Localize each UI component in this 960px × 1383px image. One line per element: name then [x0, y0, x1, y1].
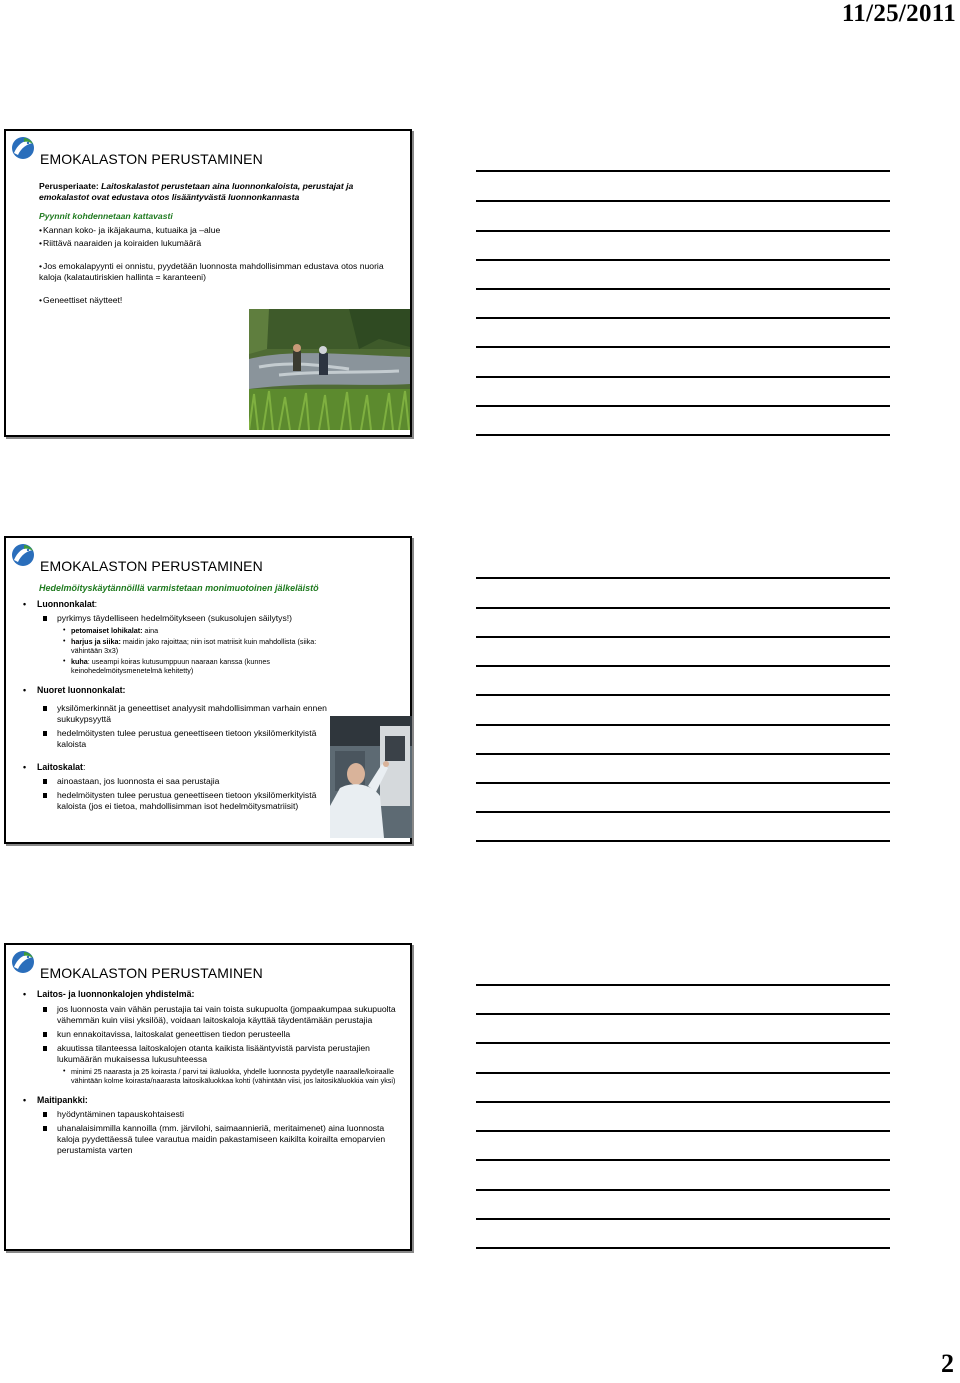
section-heading: • Laitos- ja luonnonkalojen yhdistelmä: — [23, 989, 195, 999]
list-item: kun ennakoitavissa, laitoskalat geneettisen tiedon perusteella — [43, 1029, 400, 1040]
note-line — [476, 434, 890, 436]
slide-body — [39, 181, 402, 306]
list-item: hyödyntäminen tapauskohtaisesti — [43, 1109, 400, 1120]
note-line — [476, 1159, 890, 1161]
principle-label: Perusperiaate: — [39, 181, 99, 191]
section-heading: • Maitipankki: — [23, 1095, 88, 1105]
note-line — [476, 1218, 890, 1220]
list-item: • harjus ja siika: maidin jako rajoittaa; niin isot matriisit kuin mahdollista (siika: vähintään 3x3) — [63, 637, 317, 655]
section-heading: • Luonnonkalat: — [23, 599, 98, 609]
slide-body — [23, 583, 330, 812]
slide-title: EMOKALASTON PERUSTAMINEN — [40, 965, 263, 981]
list-item: • kuha: useampi koiras kutusumppuun naaraan kanssa (kunnes keinohedelmöitysmenetelmä kehitetty) — [63, 657, 270, 675]
list-item: pyrkimys täydelliseen hedelmöitykseen (sukusolujen säilytys!) — [43, 613, 330, 624]
note-line — [476, 1042, 890, 1044]
note-line — [476, 665, 890, 667]
list-item: jos luonnosta vain vähän perustajia tai vain toista sukupuolta (jompaakumpaa sukupuolta vähemmän kuin viisi yksilöä), voidaan laitoskaloja käyttää täydentämään perustajia — [43, 1004, 400, 1026]
note-line — [476, 259, 890, 261]
note-line — [476, 170, 890, 172]
note-line — [476, 376, 890, 378]
note-line — [476, 1189, 890, 1191]
slide-title: EMOKALASTON PERUSTAMINEN — [40, 151, 263, 167]
slide-3 — [4, 943, 412, 1251]
fish-logo-icon — [10, 949, 36, 975]
note-line — [476, 811, 890, 813]
note-line — [476, 636, 890, 638]
list-item: • Geneettiset näytteet! — [39, 295, 402, 306]
note-line — [476, 1101, 890, 1103]
section-heading: • Laitoskalat: — [23, 762, 86, 772]
note-line — [476, 346, 890, 348]
note-line — [476, 317, 890, 319]
list-item: akuutissa tilanteessa laitoskalojen otanta kaikista lisääntyvistä parvista perustajien lukumäärän mukaisessa lukusuhteessa — [43, 1043, 400, 1065]
note-line — [476, 1072, 890, 1074]
note-line — [476, 1130, 890, 1132]
list-item: • Riittävä naaraiden ja koiraiden lukumäärä — [39, 238, 402, 249]
list-item: • Jos emokalapyynti ei onnistu, pyydetään luonnosta mahdollisimman edustava otos nuoria kaloja (kalatautiriskien hallinta = karanteeni) — [39, 261, 402, 283]
slide-subtitle: Hedelmöityskäytännöillä varmistetaan monimuotoinen jälkeläistö — [39, 583, 319, 593]
slide-1 — [4, 129, 412, 437]
note-line — [476, 1247, 890, 1249]
slide-title: EMOKALASTON PERUSTAMINEN — [40, 558, 263, 574]
note-line — [476, 782, 890, 784]
note-line — [476, 230, 890, 232]
list-item: ainoastaan, jos luonnosta ei saa perustajia — [43, 776, 330, 787]
list-item: hedelmöitysten tulee perustua geneettiseen tietoon yksilömerkityistä kaloista (jos ei tietoa, mahdollisimman isot hedelmöitysmatriisit) — [43, 790, 330, 812]
list-item: uhanalaisimmilla kannoilla (mm. järvilohi, saimaannieriä, meritaimenet) aina luonnosta kaloja pyydettäessä tulee varautua maidin pakastamiseen kaikilta koirailta emoparvien perustamista varten — [43, 1123, 400, 1156]
slide-body — [23, 987, 400, 1156]
fish-logo-icon — [10, 135, 36, 161]
section-heading: • Nuoret luonnonkalat: — [23, 685, 126, 695]
note-line — [476, 724, 890, 726]
fish-logo-icon — [10, 542, 36, 568]
list-item: • minimi 25 naarasta ja 25 koirasta / parvi tai ikäluokka, yhdelle luonnosta pyydetylle naaraalle/koiraalle vähintään kolme koirasta/naarasta laitosikäluokkaa kohti (vähintään viisi, jos laitosikäluokkia vain yksi) — [63, 1067, 396, 1085]
note-line — [476, 694, 890, 696]
note-line — [476, 607, 890, 609]
note-line — [476, 984, 890, 986]
note-line — [476, 405, 890, 407]
green-line: Pyynnit kohdennetaan kattavasti — [39, 211, 173, 221]
note-line — [476, 840, 890, 842]
lab-technician-photo — [330, 716, 412, 838]
note-line — [476, 1013, 890, 1015]
list-item: yksilömerkinnät ja geneettiset analyysit mahdollisimman varhain ennen sukukypsyyttä — [43, 703, 330, 725]
river-fishing-photo — [249, 309, 410, 430]
list-item: hedelmöitysten tulee perustua geneettiseen tietoon yksilömerkityistä kaloista — [43, 728, 330, 750]
page-number: 2 — [941, 1349, 954, 1378]
list-item: • petomaiset lohikalat: aina — [63, 626, 159, 635]
note-line — [476, 200, 890, 202]
note-line — [476, 577, 890, 579]
note-line — [476, 753, 890, 755]
page-date: 11/25/2011 — [841, 0, 956, 27]
list-item: • Kannan koko- ja ikäjakauma, kutuaika ja –alue — [39, 225, 402, 236]
slide-2 — [4, 536, 412, 844]
principle-text: Laitoskalastot perustetaan aina luonnonkaloista, perustajat ja emokalastot ovat edustava otos lisääntyvästä luonnonkannasta — [39, 181, 354, 202]
note-line — [476, 288, 890, 290]
